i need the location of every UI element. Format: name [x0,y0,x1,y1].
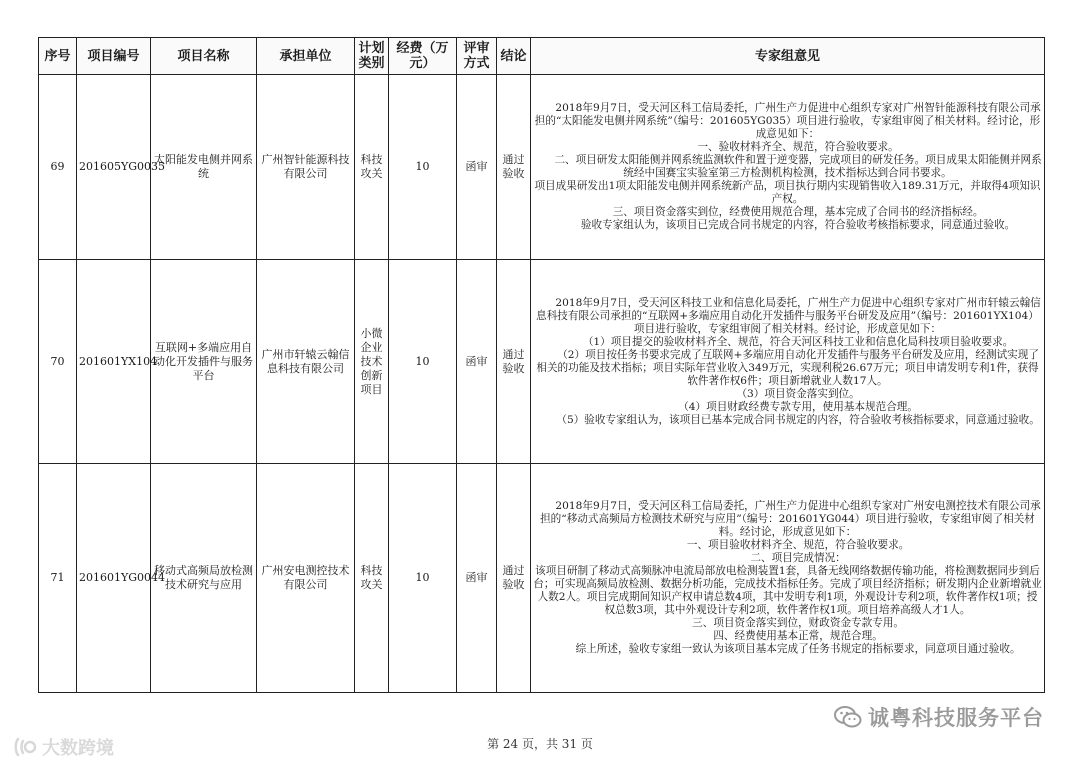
row-category: 科技攻关 [355,464,389,693]
page-footer: 第 24 页，共 31 页 [487,737,593,751]
row-name: 太阳能发电侧并网系统 [151,75,257,260]
opinion-paragraph: 二、项目完成情况： [750,552,846,564]
table-row [39,464,1045,693]
row-unit: 广州安电测控技术有限公司 [257,464,355,693]
header-category: 计划类别 [355,38,389,75]
row-review: 函审 [457,260,497,464]
acceptance-table [38,37,1045,693]
row-name: 互联网+多端应用自动化开发插件与服务平台 [151,260,257,464]
opinion-paragraph: 该项目研制了移动式高频脉冲电流局部放电检测装置1套，具备无线网络数据传输功能，将检测数据同步到后台；可实现高频局放检测、数据分析功能，完成技术指标任务。完成了项目经济指标；研发期内企业新增就业人数2人。项目完成期间知识产权申请总数4项，其中发明专利1项，外观设计专利2项，软件著作权1项；授权总数3项，其中外观设计专利2项，软件著作权1项。项目培养高级人才1人。 [533,565,1042,616]
row-funds: 10 [389,464,457,693]
opinion-paragraph: 2018年9月7日，受天河区科工信局委托，广州生产力促进中心组织专家对广州安电测控技术有限公司承担的“移动式高频局方检测技术研究与应用”（编号：201601YG044）项目进行验收，专家组审阅了相关材料。经讨论，形成意见如下： [540,500,1041,538]
row-category: 小微企业技术创新项目 [355,260,389,464]
row-category: 科技攻关 [355,75,389,260]
opinion-paragraph: （4）项目财政经费专款专用，使用基本规范合理。 [678,400,918,413]
row-funds: 10 [389,75,457,260]
opinion-paragraph: 一、项目验收材料齐全、规范，符合验收要求。 [686,539,910,551]
table-row [39,260,1045,464]
opinion-paragraph: （1）项目提交的验收材料齐全、规范，符合天河区科技工业和信息化局科技项目验收要求。 [582,335,1014,348]
opinion-paragraph: （3）项目资金落实到位。 [736,387,860,400]
row-conclusion: 通过验收 [497,260,531,464]
row-unit: 广州智针能源科技有限公司 [257,75,355,260]
row-opinion [531,260,1045,464]
row-funds: 10 [389,260,457,464]
platform-watermark [834,703,1044,731]
header-opinion: 专家组意见 [531,38,1045,75]
opinion-paragraph: 四、经费使用基本正常，规范合理。 [713,630,883,642]
header-funds: 经费（万元） [389,38,457,75]
opinion-paragraph: （2）项目按任务书要求完成了互联网+多端应用自动化开发插件与服务平台研发及应用，经测试实现了相关的功能及技术指标；项目实际年营业收入349万元，实现利税26.67万元；项目申请发明专利1件，获得软件著作权6件；项目新增就业人数17人。 [536,348,1039,387]
row-code: 201605YG0035 [77,75,151,260]
row-review: 函审 [457,75,497,260]
row-conclusion: 通过验收 [497,75,531,260]
row-seq: 71 [39,464,77,693]
row-review: 函审 [457,464,497,693]
wechat-icon [834,705,862,729]
opinion-paragraph: 综上所述，验收专家组一致认为该项目基本完成了任务书规定的指标要求，同意项目通过验收。 [575,643,1021,655]
header-conclusion: 结论 [497,38,531,75]
row-name: 移动式高频局放检测技术研究与应用 [151,464,257,693]
opinion-paragraph: 验收专家组认为，该项目已完成合同书规定的内容，符合验收考核指标要求，同意通过验收。 [580,219,1016,231]
row-opinion [531,464,1045,693]
opinion-paragraph: 三、项目资金落实到位，财政资金专款专用。 [692,617,905,629]
row-opinion [531,75,1045,260]
header-unit: 承担单位 [257,38,355,75]
row-conclusion: 通过验收 [497,464,531,693]
row-seq: 70 [39,260,77,464]
brand-watermark-text: 大数跨境 [42,738,114,759]
opinion-paragraph: 二、项目研发太阳能侧并网系统监测软件和置于逆变器，完成项目的研发任务。项目成果太阳能侧并网系统经中国赛宝实验室第三方检测机构检测，技术指标达到合同书要求。 [554,154,1042,179]
header-code: 项目编号 [77,38,151,75]
opinion-paragraph: 2018年9月7日，受天河区科技工业和信息化局委托，广州生产力促进中心组织专家对广州市轩辕云翰信息科技有限公司承担的“互联网+多端应用自动化开发插件与服务平台研发及应用”（编号：201601YX104）项目进行验收，专家组审阅了相关材料。经讨论，形成意见如下： [536,296,1041,335]
opinion-paragraph: 2018年9月7日，受天河区科工信局委托，广州生产力促进中心组织专家对广州智针能源科技有限公司承担的“太阳能发电侧并网系统”（编号：201605YG035）项目进行验收，专家组审阅了相关材料。经讨论，形成意见如下： [534,102,1041,140]
opinion-paragraph: 三、项目资金落实到位，经费使用规范合理，基本完成了合同书的经济指标经。 [612,206,984,218]
row-seq: 69 [39,75,77,260]
row-unit: 广州市轩辕云翰信息科技有限公司 [257,260,355,464]
table-row [39,75,1045,260]
platform-watermark-text: 诚粤科技服务平台 [868,706,1044,730]
header-review: 评审方式 [457,38,497,75]
opinion-paragraph: 项目成果研发出1项太阳能发电侧并网系统新产品，项目执行期内实现销售收入189.31万元，并取得4项知识产权。 [534,180,1041,205]
header-seq: 序号 [39,38,77,75]
opinion-paragraph: 一、验收材料齐全、规范，符合验收要求。 [697,141,899,153]
table-header-row [39,38,1045,75]
row-code: 201601YG0044 [77,464,151,693]
opinion-paragraph: （5）验收专家组认为，该项目已基本完成合同书规定的内容，符合验收考核指标要求，同意通过验收。 [556,413,1040,426]
header-name: 项目名称 [151,38,257,75]
row-code: 201601YX104 [77,260,151,464]
